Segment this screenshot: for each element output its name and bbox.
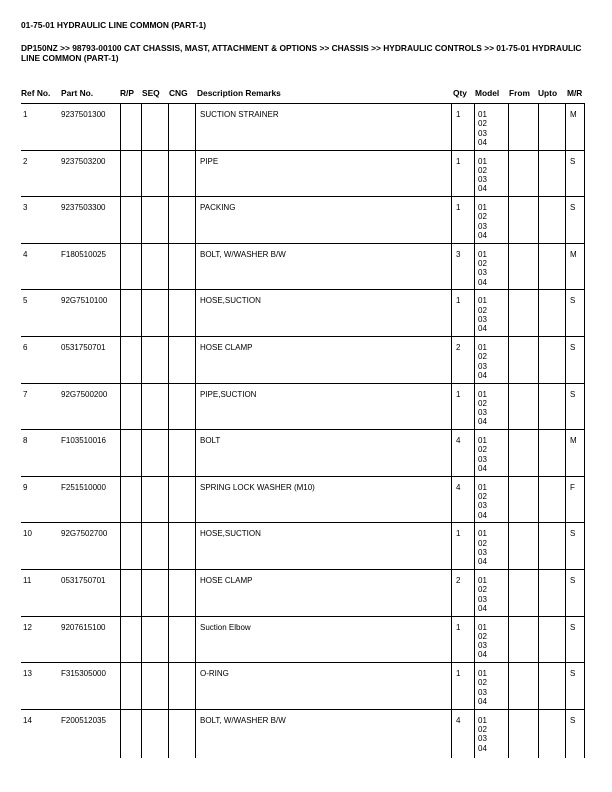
model-code: 04 xyxy=(478,510,487,520)
qty-cell: 2 xyxy=(456,343,461,352)
qty-cell: 1 xyxy=(456,622,461,632)
model-list xyxy=(478,576,487,613)
description-cell: HOSE,SUCTION xyxy=(200,296,261,306)
model-list xyxy=(478,483,487,520)
model-code: 02 xyxy=(478,352,487,362)
header-mr: M/R xyxy=(567,88,583,98)
model-code: 02 xyxy=(478,398,487,408)
table-row xyxy=(21,243,584,290)
model-list xyxy=(478,203,487,240)
model-code: 01 xyxy=(478,389,487,399)
ref-no-cell: 12 xyxy=(23,622,32,632)
model-code: 04 xyxy=(478,743,487,753)
description-cell: O-RING xyxy=(200,669,229,679)
model-code: 02 xyxy=(478,585,487,595)
breadcrumb: DP150NZ >> 98793-00100 CAT CHASSIS, MAST, ATTACHMENT & OPTIONS >> CHASSIS >> HYDRAULIC CONTROLS >> 01-75-01 HYDRAULIC LINE COMMON (PART-1) xyxy=(21,43,582,63)
model-code: 04 xyxy=(478,603,487,613)
description-cell: PIPE,SUCTION xyxy=(200,389,257,399)
ref-no-cell: 5 xyxy=(23,296,28,306)
mr-cell: F xyxy=(570,482,575,492)
qty-cell: 1 xyxy=(456,203,461,213)
mr-cell: S xyxy=(570,156,576,166)
mr-cell: S xyxy=(570,576,576,585)
model-code: 04 xyxy=(478,650,487,660)
description-cell: HOSE CLAMP xyxy=(200,343,253,352)
header-seq: SEQ xyxy=(142,88,160,98)
model-code: 03 xyxy=(478,408,487,418)
part-no-cell: 9237501300 xyxy=(61,110,106,119)
header-ref-no: Ref No. xyxy=(21,88,51,98)
table-header xyxy=(21,88,591,100)
qty-cell: 2 xyxy=(456,576,461,585)
model-list xyxy=(478,157,487,194)
header-from: From xyxy=(509,88,530,98)
table-row xyxy=(21,150,584,197)
model-list xyxy=(478,669,487,706)
model-code: 04 xyxy=(478,697,487,707)
column-divider xyxy=(538,103,539,758)
model-code: 03 xyxy=(478,268,487,278)
page-title: 01-75-01 HYDRAULIC LINE COMMON (PART-1) xyxy=(21,20,207,30)
part-no-cell: F251510000 xyxy=(61,482,106,492)
description-cell: BOLT, W/WASHER B/W xyxy=(200,249,286,259)
part-no-cell: 92G7502700 xyxy=(61,529,108,539)
model-code: 02 xyxy=(478,119,487,129)
model-code: 01 xyxy=(478,482,487,492)
model-list xyxy=(478,390,487,427)
model-code: 02 xyxy=(478,305,487,315)
table-row xyxy=(21,476,584,523)
model-list xyxy=(478,110,487,147)
model-list xyxy=(478,436,487,473)
description-cell: BOLT xyxy=(200,436,221,446)
model-code: 03 xyxy=(478,501,487,511)
column-divider xyxy=(141,103,142,758)
model-list xyxy=(478,343,487,380)
mr-cell: M xyxy=(570,249,577,259)
part-no-cell: F180510025 xyxy=(61,249,106,259)
mr-cell: S xyxy=(570,529,576,539)
qty-cell: 1 xyxy=(456,529,461,539)
qty-cell: 1 xyxy=(456,296,461,306)
ref-no-cell: 8 xyxy=(23,436,28,446)
mr-cell: S xyxy=(570,296,576,306)
qty-cell: 1 xyxy=(456,156,461,166)
ref-no-cell: 10 xyxy=(23,529,32,539)
header-qty: Qty xyxy=(453,88,467,98)
ref-no-cell: 11 xyxy=(23,576,32,585)
model-code: 02 xyxy=(478,445,487,455)
table-row xyxy=(21,662,584,709)
model-code: 01 xyxy=(478,249,487,259)
model-code: 02 xyxy=(478,492,487,502)
part-no-cell: 92G7510100 xyxy=(61,296,108,306)
ref-no-cell: 7 xyxy=(23,389,28,399)
model-code: 04 xyxy=(478,464,487,474)
ref-no-cell: 3 xyxy=(23,203,28,213)
model-list xyxy=(478,296,487,333)
table-row xyxy=(21,522,584,569)
description-cell: BOLT, W/WASHER B/W xyxy=(200,715,286,725)
model-code: 01 xyxy=(478,576,487,585)
ref-no-cell: 9 xyxy=(23,482,28,492)
model-code: 03 xyxy=(478,128,487,138)
mr-cell: M xyxy=(570,110,577,119)
model-code: 03 xyxy=(478,687,487,697)
column-divider xyxy=(584,103,585,758)
model-code: 04 xyxy=(478,277,487,287)
ref-no-cell: 1 xyxy=(23,110,28,119)
model-code: 01 xyxy=(478,110,487,119)
model-code: 01 xyxy=(478,343,487,352)
model-code: 04 xyxy=(478,324,487,334)
model-list xyxy=(478,250,487,287)
column-divider xyxy=(195,103,196,758)
description-cell: PACKING xyxy=(200,203,236,213)
parts-table-body xyxy=(21,103,584,758)
table-row xyxy=(21,196,584,243)
qty-cell: 4 xyxy=(456,715,461,725)
header-description: Description Remarks xyxy=(197,88,281,98)
table-row xyxy=(21,569,584,616)
table-row xyxy=(21,429,584,476)
qty-cell: 1 xyxy=(456,669,461,679)
model-code: 03 xyxy=(478,547,487,557)
mr-cell: S xyxy=(570,715,576,725)
model-code: 01 xyxy=(478,203,487,213)
mr-cell: S xyxy=(570,343,576,352)
model-code: 04 xyxy=(478,231,487,241)
description-cell: PIPE xyxy=(200,156,219,166)
model-code: 01 xyxy=(478,296,487,306)
column-divider xyxy=(474,103,475,758)
model-code: 02 xyxy=(478,212,487,222)
model-code: 04 xyxy=(478,557,487,567)
model-code: 04 xyxy=(478,184,487,194)
part-no-cell: 9237503300 xyxy=(61,203,106,213)
ref-no-cell: 6 xyxy=(23,343,28,352)
part-no-cell: 9207615100 xyxy=(61,622,106,632)
qty-cell: 4 xyxy=(456,482,461,492)
table-row xyxy=(21,336,584,383)
model-code: 03 xyxy=(478,314,487,324)
header-cng: CNG xyxy=(169,88,188,98)
header-rp: R/P xyxy=(120,88,134,98)
ref-no-cell: 14 xyxy=(23,715,32,725)
description-cell: SPRING LOCK WASHER (M10) xyxy=(200,482,315,492)
description-cell: HOSE CLAMP xyxy=(200,576,253,585)
part-no-cell: 92G7500200 xyxy=(61,389,108,399)
mr-cell: S xyxy=(570,669,576,679)
model-code: 02 xyxy=(478,165,487,175)
model-code: 01 xyxy=(478,669,487,679)
model-code: 01 xyxy=(478,715,487,725)
model-code: 02 xyxy=(478,631,487,641)
qty-cell: 4 xyxy=(456,436,461,446)
model-code: 02 xyxy=(478,538,487,548)
description-cell: SUCTION STRAINER xyxy=(200,110,279,119)
qty-cell: 3 xyxy=(456,249,461,259)
model-code: 03 xyxy=(478,175,487,185)
description-cell: Suction Elbow xyxy=(200,622,251,632)
model-code: 02 xyxy=(478,725,487,735)
part-no-cell: 0531750701 xyxy=(61,343,106,352)
part-no-cell: F315305000 xyxy=(61,669,106,679)
model-code: 04 xyxy=(478,137,487,147)
model-code: 03 xyxy=(478,641,487,651)
model-code: 01 xyxy=(478,622,487,632)
model-code: 01 xyxy=(478,529,487,539)
model-list xyxy=(478,716,487,753)
model-code: 01 xyxy=(478,436,487,446)
mr-cell: M xyxy=(570,436,577,446)
column-divider xyxy=(508,103,509,758)
part-no-cell: 0531750701 xyxy=(61,576,106,585)
mr-cell: S xyxy=(570,389,576,399)
mr-cell: S xyxy=(570,203,576,213)
column-divider xyxy=(120,103,121,758)
table-row xyxy=(21,383,584,430)
model-code: 04 xyxy=(478,370,487,380)
model-list xyxy=(478,529,487,566)
ref-no-cell: 4 xyxy=(23,249,28,259)
part-no-cell: F103510016 xyxy=(61,436,106,446)
model-code: 04 xyxy=(478,417,487,427)
model-code: 03 xyxy=(478,454,487,464)
part-no-cell: F200512035 xyxy=(61,715,106,725)
model-list xyxy=(478,623,487,660)
description-cell: HOSE,SUCTION xyxy=(200,529,261,539)
table-row xyxy=(21,709,584,756)
qty-cell: 1 xyxy=(456,389,461,399)
header-model: Model xyxy=(475,88,500,98)
model-code: 03 xyxy=(478,734,487,744)
model-code: 03 xyxy=(478,361,487,371)
column-divider xyxy=(565,103,566,758)
ref-no-cell: 2 xyxy=(23,156,28,166)
column-divider xyxy=(168,103,169,758)
model-code: 03 xyxy=(478,221,487,231)
header-part-no: Part No. xyxy=(61,88,94,98)
mr-cell: S xyxy=(570,622,576,632)
model-code: 02 xyxy=(478,678,487,688)
qty-cell: 1 xyxy=(456,110,461,119)
model-code: 03 xyxy=(478,594,487,604)
part-no-cell: 9237503200 xyxy=(61,156,106,166)
column-divider xyxy=(451,103,452,758)
table-row xyxy=(21,616,584,663)
table-row xyxy=(21,289,584,336)
ref-no-cell: 13 xyxy=(23,669,32,679)
table-row xyxy=(21,103,584,150)
header-upto: Upto xyxy=(538,88,558,98)
model-code: 01 xyxy=(478,156,487,166)
model-code: 02 xyxy=(478,259,487,269)
